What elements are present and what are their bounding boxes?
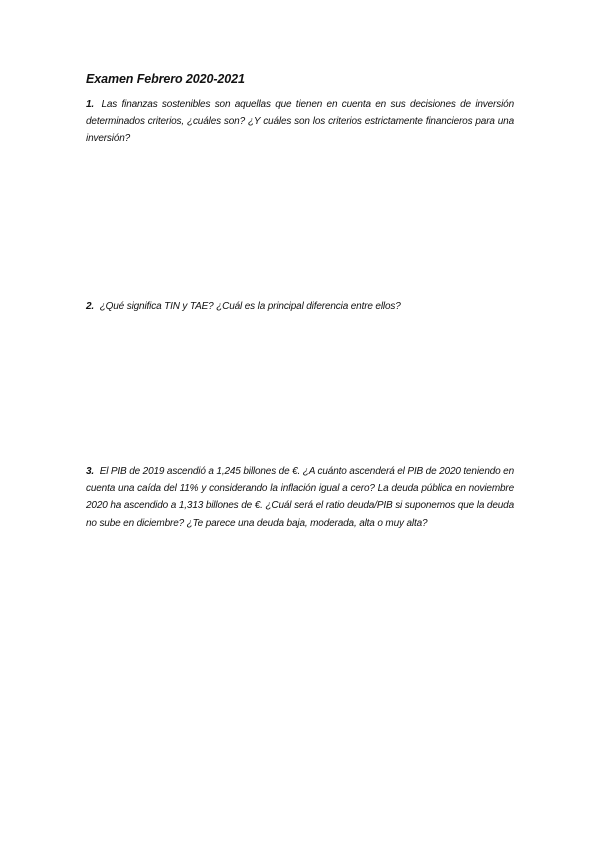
question-2-text: ¿Qué significa TIN y TAE? ¿Cuál es la principal diferencia entre ellos?: [99, 301, 401, 312]
question-2-number: 2.: [86, 301, 95, 312]
question-1-text: Las finanzas sostenibles son aquellas que tienen en cuenta en sus decisiones de inversión determinados criterios, ¿cuáles son? ¿Y cuáles son los criterios estrictamente financieros para una inversión?: [86, 99, 514, 145]
question-3-number: 3.: [86, 466, 95, 477]
exam-title: Examen Febrero 2020-2021: [86, 72, 245, 86]
question-2: [86, 298, 514, 315]
question-3-text: El PIB de 2019 ascendió a 1,245 billones de €. ¿A cuánto ascenderá el PIB de 2020 teniendo en cuenta una caída del 11% y considerando la inflación igual a cero? La deuda pública en noviembre 2020 ha ascendido a 1,313 billones de €. ¿Cuál será el ratio deuda/PIB si suponemos que la deuda no sube en diciembre? ¿Te parece una deuda baja, moderada, alta o muy alta?: [86, 466, 515, 529]
question-3: [86, 463, 514, 532]
question-1: [86, 96, 514, 148]
question-1-number: 1.: [86, 99, 95, 110]
